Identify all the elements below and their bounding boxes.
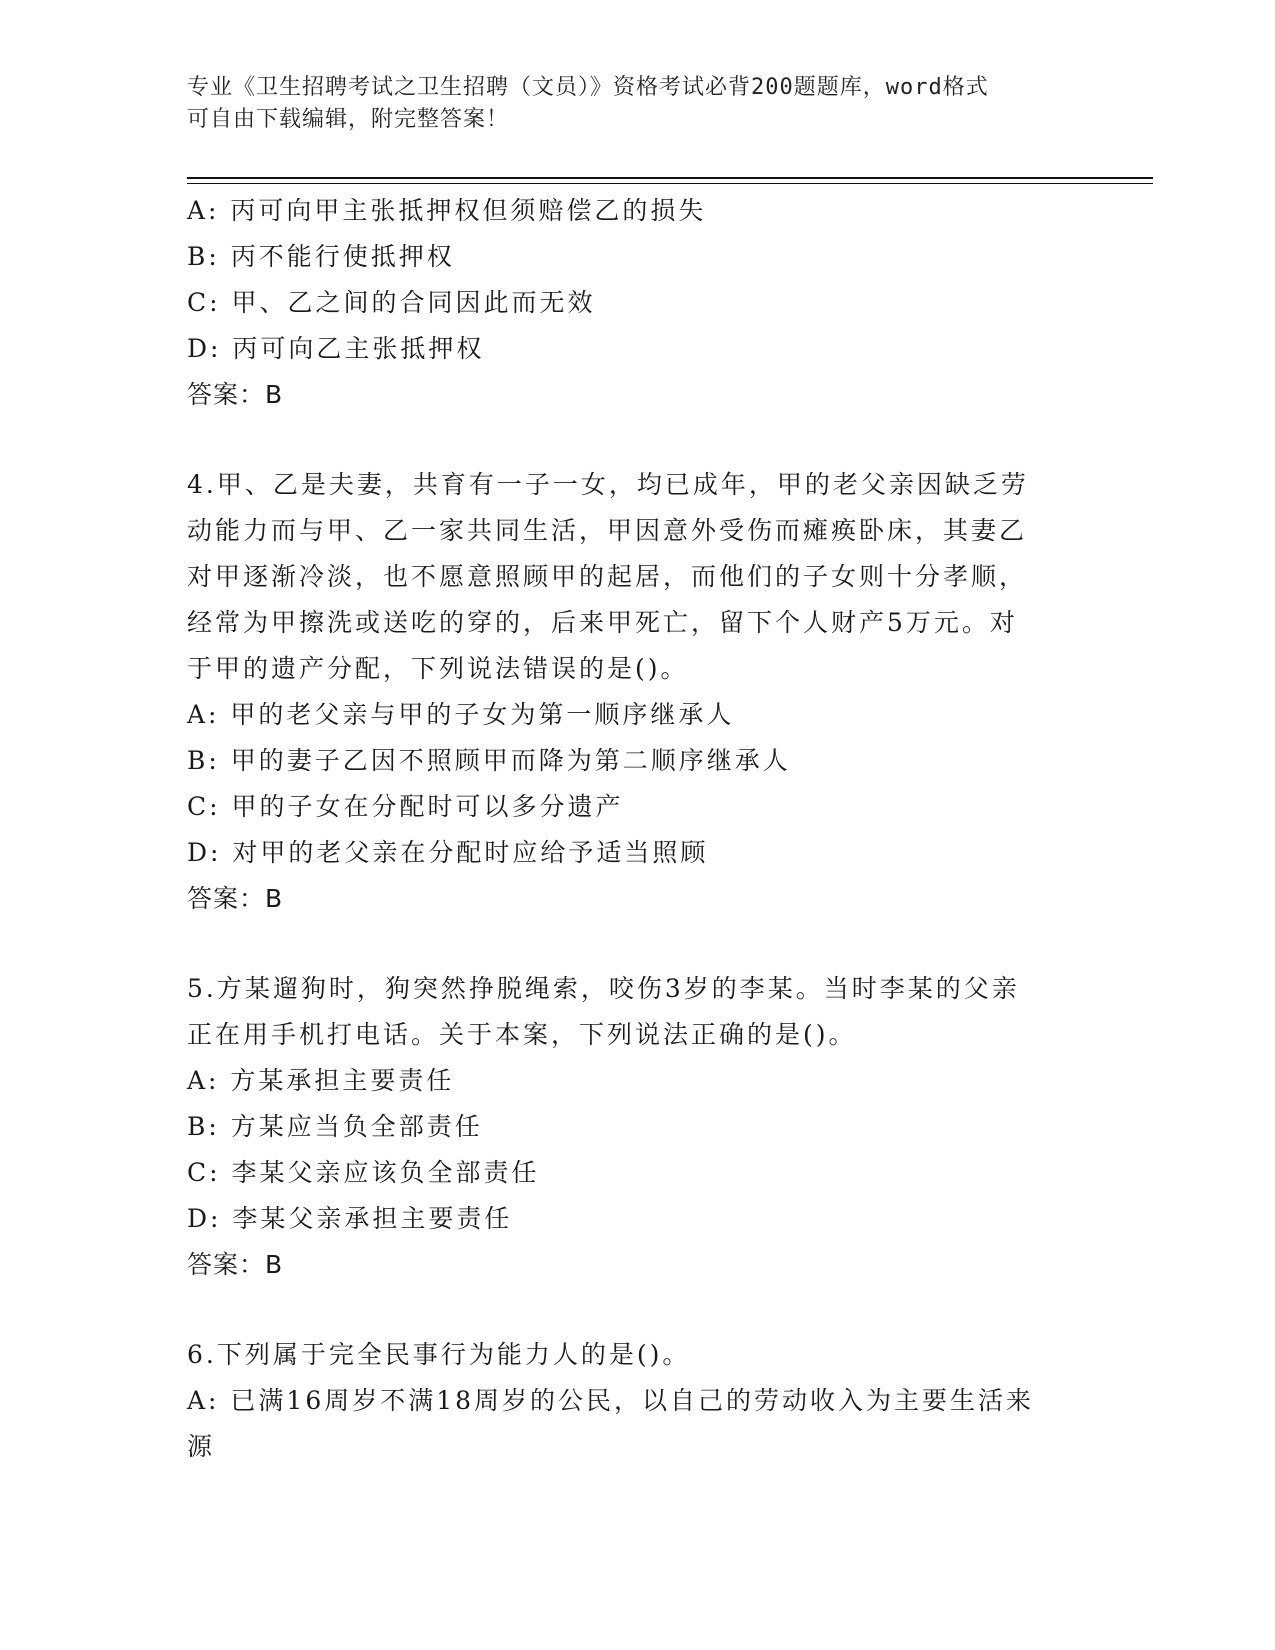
question-6 — [187, 1332, 1067, 1470]
spacer — [187, 1288, 1067, 1332]
option-b: B: 方某应当负全部责任 — [187, 1112, 483, 1141]
option-b: B: 甲的妻子乙因不照顾甲而降为第二顺序继承人 — [187, 746, 791, 775]
option-c: C: 甲、乙之间的合同因此而无效 — [187, 288, 596, 317]
option-a-continuation: 源 — [187, 1432, 216, 1461]
answer-line: 答案：B — [187, 1250, 284, 1279]
question-stem-line: 4.甲、乙是夫妻，共育有一子一女，均已成年，甲的老父亲因缺乏劳 — [187, 470, 1029, 499]
option-c: C: 甲的子女在分配时可以多分遗产 — [187, 792, 624, 821]
header-divider-thick — [187, 177, 1153, 179]
spacer — [187, 418, 1067, 462]
option-b: B: 丙不能行使抵押权 — [187, 242, 455, 271]
question-content — [187, 188, 1067, 1470]
question-stem-line: 对甲逐渐冷淡，也不愿意照顾甲的起居，而他们的子女则十分孝顺， — [187, 562, 1028, 591]
spacer — [187, 922, 1067, 966]
question-stem-line: 正在用手机打电话。关于本案，下列说法正确的是()。 — [187, 1020, 857, 1049]
option-d: D: 对甲的老父亲在分配时应给予适当照顾 — [187, 838, 709, 867]
header-line-2: 可自由下载编辑，附完整答案！ — [187, 107, 510, 132]
option-d: D: 丙可向乙主张抵押权 — [187, 334, 485, 363]
answer-line: 答案：B — [187, 884, 284, 913]
question-stem-line: 经常为甲擦洗或送吃的穿的，后来甲死亡，留下个人财产5万元。对 — [187, 608, 1018, 637]
answer-line: 答案：B — [187, 380, 284, 409]
question-stem-line: 5.方某遛狗时，狗突然挣脱绳索，咬伤3岁的李某。当时李某的父亲 — [187, 974, 1020, 1003]
option-a: A: 已满16周岁不满18周岁的公民，以自己的劳动收入为主要生活来 — [187, 1386, 1035, 1415]
option-d: D: 李某父亲承担主要责任 — [187, 1204, 513, 1233]
header-divider-thin — [187, 183, 1153, 184]
question-5 — [187, 966, 1067, 1288]
question-stem-line: 于甲的遗产分配，下列说法错误的是()。 — [187, 654, 689, 683]
question-3 — [187, 188, 1067, 418]
header-line-1: 专业《卫生招聘考试之卫生招聘（文员）》资格考试必背200题题库，word格式 — [187, 75, 989, 100]
question-4 — [187, 462, 1067, 922]
option-a: A: 甲的老父亲与甲的子女为第一顺序继承人 — [187, 700, 735, 729]
option-a: A: 丙可向甲主张抵押权但须赔偿乙的损失 — [187, 196, 707, 225]
document-header — [187, 72, 1067, 136]
option-c: C: 李某父亲应该负全部责任 — [187, 1158, 540, 1187]
question-stem-line: 6.下列属于完全民事行为能力人的是()。 — [187, 1340, 691, 1369]
question-stem-line: 动能力而与甲、乙一家共同生活，甲因意外受伤而瘫痪卧床，其妻乙 — [187, 516, 1028, 545]
option-a: A: 方某承担主要责任 — [187, 1066, 455, 1095]
